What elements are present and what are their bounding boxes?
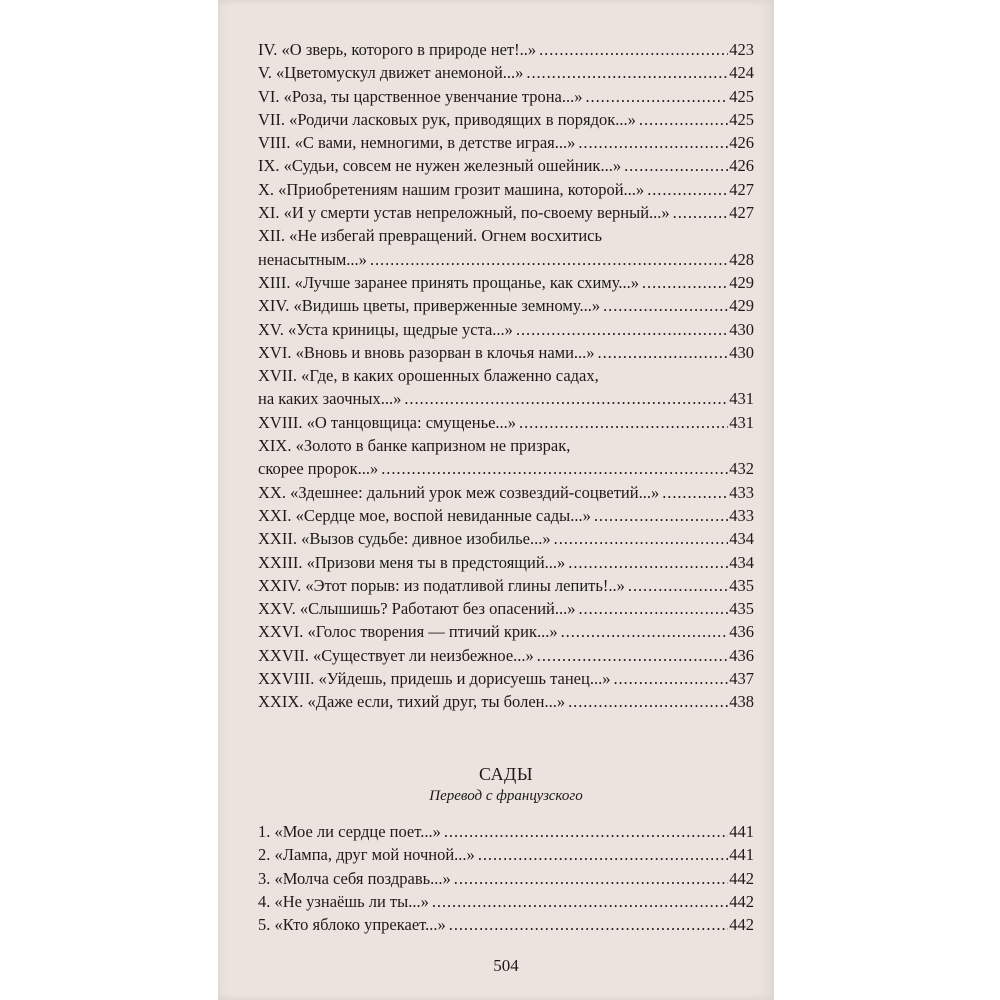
- dot-leader: [647, 178, 728, 201]
- entry-page: 423: [729, 40, 754, 59]
- entry-page: 426: [729, 133, 754, 153]
- dot-leader: [561, 620, 729, 643]
- section-header: [258, 762, 754, 806]
- toc-entry: [258, 527, 754, 550]
- toc-entry: [258, 644, 754, 667]
- toc-entry: [258, 597, 754, 620]
- dot-leader: [516, 318, 728, 341]
- dot-leader: [454, 867, 728, 890]
- dot-leader: [624, 154, 728, 177]
- entry-page: 431: [729, 389, 754, 409]
- toc-entry: [258, 108, 754, 131]
- entry-page: 435: [729, 599, 754, 619]
- dot-leader: [537, 644, 728, 667]
- entry-page: 438: [729, 692, 754, 712]
- dot-leader: [598, 341, 729, 364]
- dot-leader: [404, 387, 728, 410]
- toc-entry: [258, 667, 754, 690]
- entry-title: VIII. «С вами, немногими, в детстве играя...»: [258, 133, 576, 153]
- entry-page: 431: [729, 412, 754, 432]
- dot-leader: [585, 85, 728, 108]
- dot-leader: [613, 667, 728, 690]
- toc-entry: [258, 574, 754, 597]
- dot-leader: [642, 271, 728, 294]
- entry-page: 433: [729, 505, 754, 525]
- entry-page: 437: [729, 669, 754, 689]
- dot-leader: [628, 574, 728, 597]
- entry-page: 425: [729, 109, 754, 129]
- entry-title: скорее пророк...»: [258, 459, 379, 479]
- entry-title: XXV. «Слышишь? Работают без опасений...»: [258, 599, 576, 619]
- entry-title: на каких заочных...»: [258, 389, 402, 409]
- entry-page: 428: [729, 249, 754, 269]
- dot-leader: [370, 248, 728, 271]
- entry-title: XVI. «Вновь и вновь разорван в клочья нами...»: [258, 342, 595, 362]
- section-heading: САДЫ: [478, 764, 534, 784]
- dot-leader: [526, 61, 728, 84]
- entry-page: 433: [729, 482, 754, 502]
- toc-entry: [258, 178, 754, 201]
- entry-title: XXII. «Вызов судьбе: дивное изобилье...»: [258, 529, 551, 549]
- entry-title: V. «Цветомускул движет анемоной...»: [258, 63, 524, 83]
- entry-page: 436: [729, 645, 754, 665]
- entry-page: 442: [729, 868, 754, 888]
- dot-leader: [539, 38, 728, 61]
- dot-leader: [568, 690, 728, 713]
- entry-title: XXVIII. «Уйдешь, придешь и дорисуешь танец...»: [258, 669, 611, 689]
- toc-entry: [258, 387, 754, 410]
- toc-entry: [258, 154, 754, 177]
- entry-page: 427: [729, 179, 754, 199]
- toc-entry: [258, 820, 754, 843]
- entry-title: XX. «Здешнее: дальний урок меж созвездий-соцветий...»: [258, 482, 660, 502]
- toc-entry: [258, 131, 754, 154]
- dot-leader: [639, 108, 728, 131]
- entry-title: XXVII. «Существует ли неизбежное...»: [258, 645, 534, 665]
- toc-entry: [258, 504, 754, 527]
- dot-leader: [554, 527, 729, 550]
- entry-page: 424: [729, 63, 754, 83]
- entry-title: IV. «О зверь, которого в природе нет!..»: [258, 40, 537, 59]
- toc-entry: [258, 341, 754, 364]
- entry-title: 4. «Не узнаёшь ли ты...»: [258, 891, 429, 911]
- toc-entry: [258, 890, 754, 913]
- entry-page: 425: [729, 86, 754, 106]
- toc-entry: [258, 318, 754, 341]
- entry-page: 441: [729, 845, 754, 865]
- entry-title: 5. «Кто яблоко упрекает...»: [258, 915, 446, 935]
- entry-title: X. «Приобретениям нашим грозит машина, которой...»: [258, 179, 645, 199]
- entry-page: 427: [729, 203, 754, 223]
- toc-entry: [258, 38, 754, 61]
- toc-entry: [258, 457, 754, 480]
- toc-entry: [258, 271, 754, 294]
- section-subheading: Перевод с французского: [429, 788, 583, 804]
- dot-leader: [594, 504, 728, 527]
- entry-title: XI. «И у смерти устав непреложный, по-своему верный...»: [258, 203, 670, 223]
- toc-entry: [258, 481, 754, 504]
- entry-title: XXIII. «Призови меня ты в предстоящий...»: [258, 552, 566, 572]
- toc-entry: [258, 248, 754, 271]
- page-number: 504: [493, 956, 519, 975]
- toc-entry: [258, 913, 754, 936]
- entry-page: 442: [729, 915, 754, 935]
- toc-entry: [258, 201, 754, 224]
- entry-page: 434: [729, 552, 754, 572]
- entry-title: XIV. «Видишь цветы, приверженные земному...»: [258, 296, 601, 316]
- entry-title: 2. «Лампа, друг мой ночной...»: [258, 845, 475, 865]
- entry-page: 435: [729, 575, 754, 595]
- dot-leader: [603, 294, 728, 317]
- table-of-contents: [258, 38, 754, 714]
- dot-leader: [673, 201, 729, 224]
- entry-title: XVIII. «О танцовщица: смущенье...»: [258, 412, 517, 432]
- dot-leader: [444, 820, 728, 843]
- dot-leader: [478, 843, 728, 866]
- entry-page: 441: [729, 822, 754, 841]
- dot-leader: [519, 411, 728, 434]
- entry-page: 429: [729, 272, 754, 292]
- entry-page: 426: [729, 156, 754, 176]
- entry-title: IX. «Судьи, совсем не нужен железный ошейник...»: [258, 156, 622, 176]
- entry-page: 430: [729, 319, 754, 339]
- entry-title: XXI. «Сердце мое, воспой невиданные сады...»: [258, 505, 591, 525]
- dot-leader: [662, 481, 728, 504]
- entry-title: XXIV. «Этот порыв: из податливой глины лепить!..»: [258, 575, 625, 595]
- toc-entry: [258, 85, 754, 108]
- entry-title: XIII. «Лучше заранее принять прощанье, как схиму...»: [258, 272, 639, 292]
- toc-entry: [258, 690, 754, 713]
- toc-entry: [258, 411, 754, 434]
- dot-leader: [449, 913, 728, 936]
- dot-leader: [578, 597, 728, 620]
- entry-first-line: XVII. «Где, в каких орошенных блаженно садах,: [258, 366, 599, 386]
- section-table-of-contents: [258, 820, 754, 936]
- entry-title: XXVI. «Голос творения — птичий крик...»: [258, 622, 558, 642]
- entry-page: 429: [729, 296, 754, 316]
- entry-title: XV. «Уста криницы, щедрые уста...»: [258, 319, 513, 339]
- entry-page: 430: [729, 342, 754, 362]
- entry-page: 434: [729, 529, 754, 549]
- entry-title: XXIX. «Даже если, тихий друг, ты болен...»: [258, 692, 566, 712]
- dot-leader: [432, 890, 728, 913]
- entry-page: 442: [729, 891, 754, 911]
- entry-title: VII. «Родичи ласковых рук, приводящих в порядок...»: [258, 109, 636, 129]
- entry-page: 436: [729, 622, 754, 642]
- entry-title: ненасытным...»: [258, 249, 367, 269]
- entry-title: 1. «Мое ли сердце поет...»: [258, 822, 441, 841]
- dot-leader: [568, 551, 728, 574]
- entry-first-line: XII. «Не избегай превращений. Огнем восхитись: [258, 226, 603, 246]
- entry-title: VI. «Роза, ты царственное увенчание трона...»: [258, 86, 583, 106]
- toc-entry: [258, 620, 754, 643]
- toc-entry: [258, 294, 754, 317]
- toc-entry: [258, 867, 754, 890]
- toc-entry: [258, 843, 754, 866]
- dot-leader: [381, 457, 728, 480]
- toc-entry: [258, 61, 754, 84]
- toc-entry: [258, 551, 754, 574]
- entry-first-line: XIX. «Золото в банке капризном не призрак,: [258, 436, 571, 456]
- entry-title: 3. «Молча себя поздравь...»: [258, 868, 451, 888]
- entry-page: 432: [729, 459, 754, 479]
- dot-leader: [578, 131, 728, 154]
